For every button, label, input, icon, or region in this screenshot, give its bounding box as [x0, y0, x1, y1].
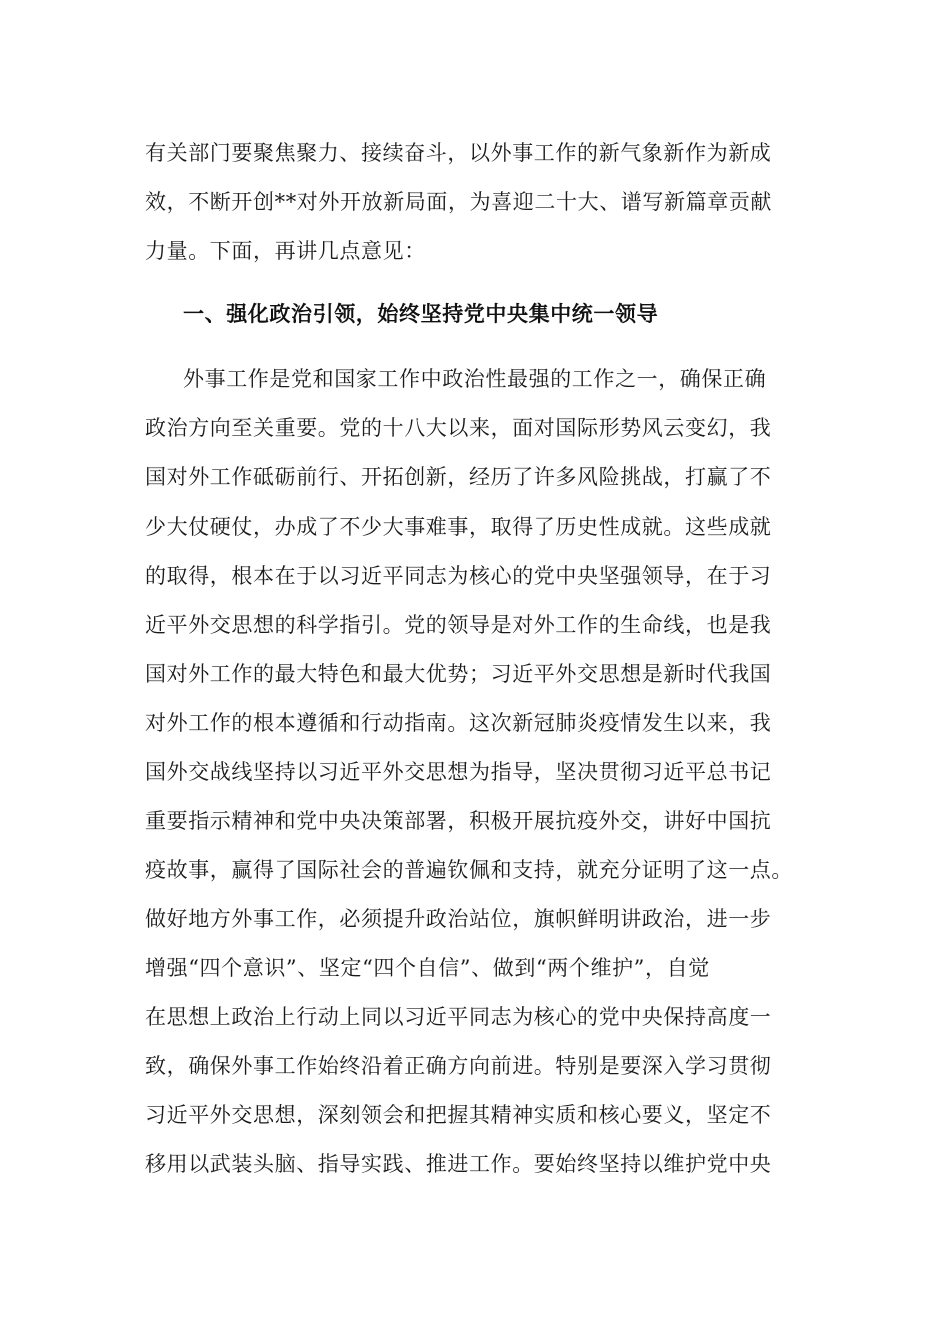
body-line-14: 在思想上政治上行动上同以习近平同志为核心的党中央保持高度一	[145, 1005, 772, 1029]
body-line-12: 做好地方外事工作，必须提升政治站位，旗帜鲜明讲政治，进一步	[145, 907, 772, 931]
body-line-8: 对外工作的根本遵循和行动指南。这次新冠肺炎疫情发生以来，我	[145, 711, 772, 735]
body-line-2: 政治方向至关重要。党的十八大以来，面对国际形势风云变幻，我	[145, 416, 772, 440]
body-line-3: 国对外工作砥砺前行、开拓创新，经历了许多风险挑战，打赢了不	[145, 465, 772, 489]
section-heading: 一、强化政治引领，始终坚持党中央集中统一领导	[183, 302, 659, 326]
body-line-9: 国外交战线坚持以习近平外交思想为指导，坚决贯彻习近平总书记	[145, 760, 772, 784]
body-line-16: 习近平外交思想，深刻领会和把握其精神实质和核心要义，坚定不	[145, 1103, 772, 1127]
body-line-13: 增强“四个意识”、坚定“四个自信”、做到“两个维护”，自觉	[145, 956, 710, 980]
intro-line-2: 效，不断开创**对外开放新局面，为喜迎二十大、谱写新篇章贡献	[145, 190, 772, 214]
body-line-1: 外事工作是党和国家工作中政治性最强的工作之一，确保正确	[183, 367, 767, 391]
body-line-10: 重要指示精神和党中央决策部署，积极开展抗疫外交，讲好中国抗	[145, 809, 772, 833]
body-line-11: 疫故事，赢得了国际社会的普遍钦佩和支持，就充分证明了这一点。	[145, 858, 793, 882]
body-line-17: 移用以武装头脑、指导实践、推进工作。要始终坚持以维护党中央	[145, 1152, 772, 1176]
intro-line-3: 力量。下面，再讲几点意见：	[145, 239, 426, 263]
body-line-4: 少大仗硬仗，办成了不少大事难事，取得了历史性成就。这些成就	[145, 515, 772, 539]
body-line-5: 的取得，根本在于以习近平同志为核心的党中央坚强领导，在于习	[145, 564, 772, 588]
intro-line-1: 有关部门要聚焦聚力、接续奋斗，以外事工作的新气象新作为新成	[145, 141, 772, 165]
body-line-15: 致，确保外事工作始终沿着正确方向前进。特别是要深入学习贯彻	[145, 1054, 772, 1078]
body-line-7: 国对外工作的最大特色和最大优势；习近平外交思想是新时代我国	[145, 662, 772, 686]
body-line-6: 近平外交思想的科学指引。党的领导是对外工作的生命线，也是我	[145, 613, 772, 637]
